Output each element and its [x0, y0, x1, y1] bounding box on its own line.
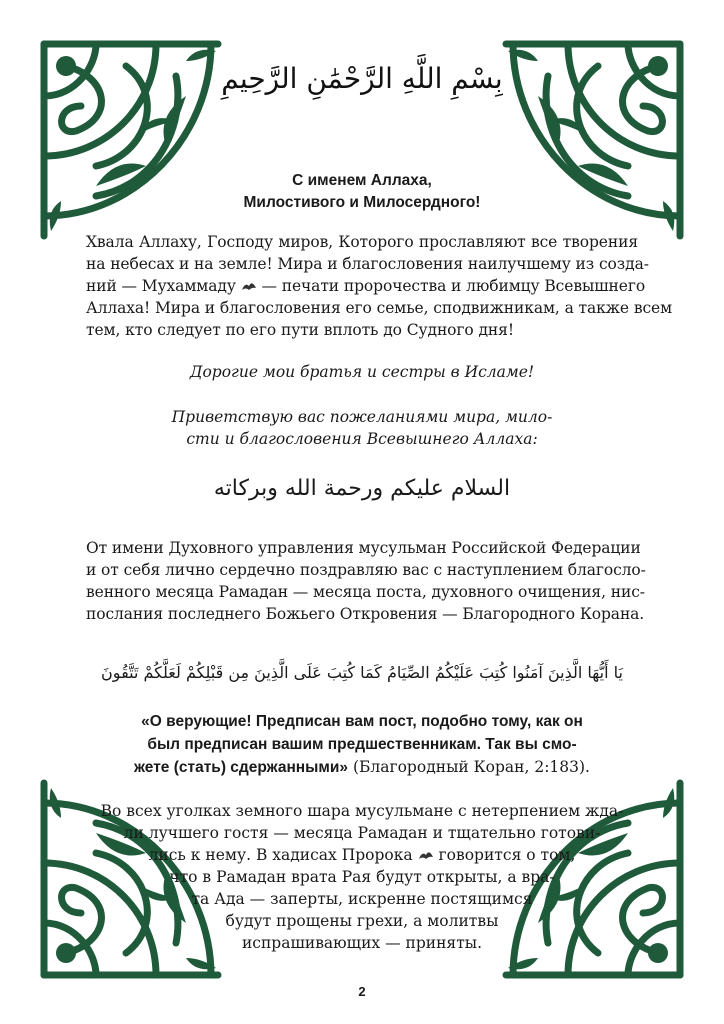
salam-arabic: السلام عليكم ورحمة الله وبركاته	[213, 476, 511, 501]
basmala-calligraphy: بِسْمِ اللَّهِ الرَّحْمَٰنِ الرَّحِيمِ	[221, 62, 503, 95]
greeting-line: Приветствую вас пожеланиями мира, мило-	[171, 408, 553, 426]
paragraph-line: на небесах и на земле! Мира и благословения наилучшему из созда-	[86, 255, 649, 273]
quote-reference: (Благородный Коран, 2:183).	[348, 758, 590, 776]
ayah-translation	[0, 710, 724, 779]
salawat-icon	[418, 849, 434, 861]
ramadan-paragraph	[0, 800, 724, 954]
greeting	[0, 406, 724, 450]
paragraph-line: Хвала Аллаху, Господу миров, Которого прославляют все творения	[86, 233, 638, 251]
paragraph-line	[0, 844, 724, 866]
paragraph-line: та Ада — заперты, искренне постящимся	[191, 890, 533, 908]
paragraph-line: Аллаха! Мира и благословения его семье, сподвижникам, а также всем	[86, 299, 673, 317]
paragraph-line: испрашивающих — приняты.	[241, 934, 483, 952]
congratulation-paragraph	[86, 537, 646, 625]
paragraph-text: ний — Мухаммаду	[86, 277, 236, 295]
paragraph-line: и от себя лично сердечно поздравляю вас с наступлением благосло-	[86, 561, 646, 579]
quote-line: был предписан вашим предшественникам. Так вы смо-	[147, 736, 577, 753]
paragraph-line: Во всех уголках земного шара мусульмане с нетерпением жда-	[100, 802, 624, 820]
paragraph-line: что в Рамадан врата Рая будут открыты, а вра-	[169, 868, 555, 886]
page-number: 2	[358, 984, 366, 999]
greeting-line: сти и благословения Всевышнего Аллаха:	[186, 430, 538, 448]
paragraph-line: будут прощены грехи, а молитвы	[225, 912, 499, 930]
paragraph-line: венного месяца Рамадан — месяца поста, духовного очищения, нис-	[86, 583, 645, 601]
paragraph-line: тем, кто следует по его пути вплоть до Судного дня!	[86, 321, 514, 339]
address-line: Дорогие мои братья и сестры в Исламе!	[189, 363, 535, 381]
paragraph-text: — печати пророчества и любимцу Всевышнего	[261, 277, 646, 295]
heading-line: С именем Аллаха,	[292, 172, 432, 189]
paragraph-line: послания последнего Божьего Откровения — Благородного Корана.	[86, 605, 645, 623]
paragraph-text: лись к нему. В хадисах Пророка	[148, 846, 413, 864]
paragraph-line: От имени Духовного управления мусульман Российской Федерации	[86, 539, 641, 557]
heading-line: Милостивого и Милосердного!	[243, 194, 481, 211]
intro-paragraph	[86, 231, 673, 341]
quran-ayah-arabic: يَا أَيُّهَا الَّذِينَ آمَنُوا كُتِبَ عَلَيْكُمُ الصِّيَامُ كَمَا كُتِبَ عَلَى الَّذِينَ مِن قَبْلِكُمْ لَعَلَّكُمْ تَتَّقُونَ	[101, 663, 623, 682]
paragraph-text: говорится о том,	[438, 846, 576, 864]
page-heading	[0, 170, 724, 214]
paragraph-line	[86, 275, 646, 297]
paragraph-line: ли лучшего гостя — месяца Рамадан и тщательно готови-	[123, 824, 601, 842]
quote-line: «О верующие! Предписан вам пост, подобно тому, как он	[141, 713, 583, 730]
salawat-icon	[241, 280, 257, 292]
quote-line: жете (стать) сдержанными»	[134, 759, 349, 776]
